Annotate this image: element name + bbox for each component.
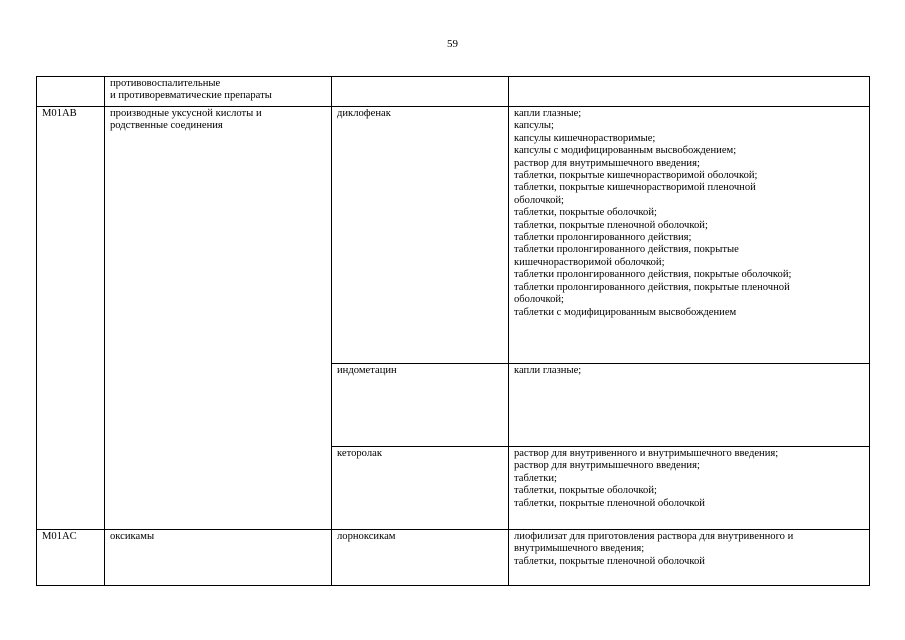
- dosage-form-line: кишечнорастворимой оболочкой;: [514, 256, 665, 268]
- dosage-form-line: таблетки пролонгированного действия;: [514, 232, 692, 244]
- substance-cell: [332, 77, 509, 107]
- group-cell: [105, 530, 332, 586]
- table-row: [37, 530, 870, 586]
- dosage-form-line: таблетки, покрытые кишечнорастворимой оболочкой;: [514, 170, 758, 182]
- table-row: [37, 77, 870, 107]
- dosage-form-line: таблетки пролонгированного действия, покрытые: [514, 244, 739, 256]
- dosage-form-line: таблетки с модифицированным высвобождением: [514, 306, 737, 318]
- dosage-forms-cell: [509, 447, 870, 530]
- dosage-form-line: таблетки, покрытые пленочной оболочкой: [514, 555, 705, 567]
- atc-code-cell: [37, 77, 105, 107]
- dosage-form-line: капсулы;: [514, 120, 554, 132]
- dosage-form-line: капсулы с модифицированным высвобождением;: [514, 145, 737, 157]
- dosage-forms-cell: [509, 530, 870, 586]
- dosage-forms-cell: [509, 107, 870, 364]
- dosage-form-line: капли глазные;: [514, 365, 582, 376]
- dosage-form-line: оболочкой;: [514, 294, 564, 306]
- dosage-form-line: раствор для внутримышечного введения;: [514, 460, 700, 472]
- substance-cell: лорноксикам: [332, 530, 509, 586]
- group-text-line: оксикамы: [110, 531, 155, 542]
- group-cell: [105, 107, 332, 530]
- medication-table: [36, 76, 870, 586]
- dosage-form-line: оболочкой;: [514, 194, 564, 206]
- dosage-form-line: капсулы кишечнорастворимые;: [514, 132, 656, 144]
- dosage-form-line: раствор для внутривенного и внутримышечного введения;: [514, 448, 779, 459]
- dosage-form-line: внутримышечного введения;: [514, 543, 645, 555]
- group-text-line: родственные соединения: [110, 120, 223, 132]
- dosage-form-line: таблетки, покрытые пленочной оболочкой;: [514, 219, 708, 231]
- atc-code-cell: M01AC: [37, 530, 105, 586]
- dosage-forms-cell: [509, 364, 870, 447]
- group-text-line: производные уксусной кислоты и: [110, 108, 262, 119]
- dosage-form-line: лиофилизат для приготовления раствора для внутривенного и: [514, 531, 794, 542]
- group-cell: [105, 77, 332, 107]
- dosage-form-line: таблетки, покрытые оболочкой;: [514, 485, 657, 497]
- substance-cell: кеторолак: [332, 447, 509, 530]
- dosage-form-line: таблетки;: [514, 472, 557, 484]
- dosage-form-line: таблетки, покрытые оболочкой;: [514, 207, 657, 219]
- substance-cell: индометацин: [332, 364, 509, 447]
- dosage-forms-cell: [509, 77, 870, 107]
- dosage-form-line: таблетки, покрытые кишечнорастворимой пленочной: [514, 182, 756, 194]
- atc-code-cell: M01AB: [37, 107, 105, 530]
- table-row: [37, 107, 870, 364]
- dosage-form-line: раствор для внутримышечного введения;: [514, 157, 700, 169]
- group-text-line: и противоревматические препараты: [110, 90, 272, 102]
- dosage-form-line: таблетки пролонгированного действия, покрытые пленочной: [514, 281, 790, 293]
- substance-cell: диклофенак: [332, 107, 509, 364]
- page-number: 59: [447, 38, 458, 50]
- dosage-form-line: таблетки пролонгированного действия, покрытые оболочкой;: [514, 269, 792, 281]
- group-text-line: противовоспалительные: [110, 78, 221, 89]
- dosage-form-line: таблетки, покрытые пленочной оболочкой: [514, 497, 705, 509]
- dosage-form-line: капли глазные;: [514, 108, 582, 119]
